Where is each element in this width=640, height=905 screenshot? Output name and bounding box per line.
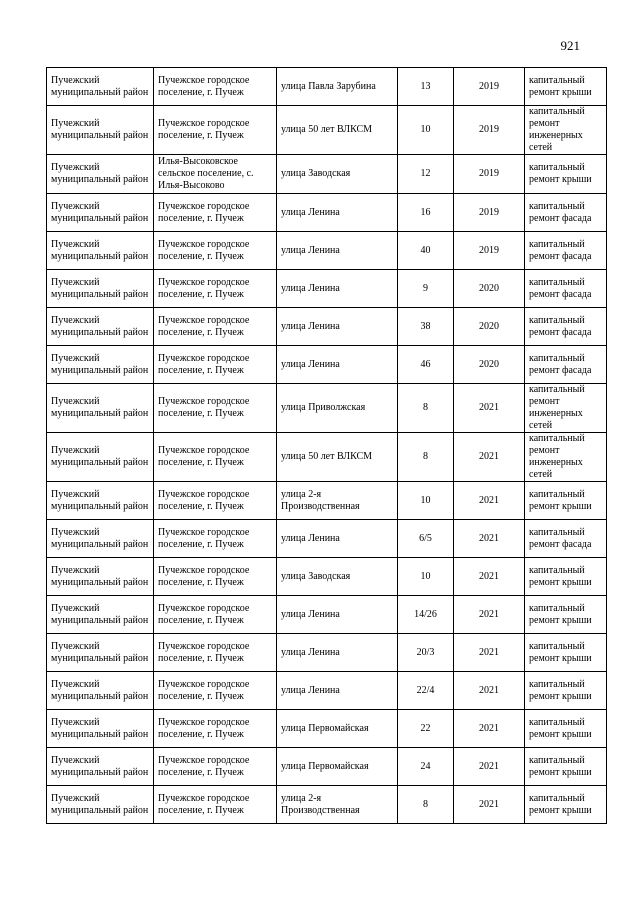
- work-type-cell: капитальный ремонт крыши: [525, 710, 607, 748]
- settlement-cell: Пучежское городское поселение, г. Пучеж: [154, 520, 277, 558]
- district-cell: Пучежский муниципальный район: [47, 384, 154, 433]
- street-cell: улица Заводская: [277, 155, 398, 194]
- house-number-cell: 9: [398, 270, 454, 308]
- year-cell: 2021: [454, 433, 525, 482]
- work-type-cell: капитальный ремонт крыши: [525, 634, 607, 672]
- year-cell: 2021: [454, 748, 525, 786]
- table-row: [47, 194, 607, 232]
- table-row: [47, 596, 607, 634]
- settlement-cell: Пучежское городское поселение, г. Пучеж: [154, 308, 277, 346]
- work-type-cell: капитальный ремонт инженерных сетей: [525, 106, 607, 155]
- house-number-cell: 12: [398, 155, 454, 194]
- district-cell: Пучежский муниципальный район: [47, 346, 154, 384]
- table-row: [47, 748, 607, 786]
- house-number-cell: 22/4: [398, 672, 454, 710]
- house-number-cell: 40: [398, 232, 454, 270]
- work-type-cell: капитальный ремонт крыши: [525, 155, 607, 194]
- table-row: [47, 155, 607, 194]
- work-type-cell: капитальный ремонт крыши: [525, 68, 607, 106]
- table-row: [47, 106, 607, 155]
- street-cell: улица Ленина: [277, 232, 398, 270]
- settlement-cell: Пучежское городское поселение, г. Пучеж: [154, 596, 277, 634]
- table-row: [47, 710, 607, 748]
- district-cell: Пучежский муниципальный район: [47, 270, 154, 308]
- work-type-cell: капитальный ремонт фасада: [525, 520, 607, 558]
- street-cell: улица 50 лет ВЛКСМ: [277, 433, 398, 482]
- settlement-cell: Пучежское городское поселение, г. Пучеж: [154, 786, 277, 824]
- district-cell: Пучежский муниципальный район: [47, 634, 154, 672]
- settlement-cell: Илья-Высоковское сельское поселение, с. Илья-Высоково: [154, 155, 277, 194]
- work-type-cell: капитальный ремонт фасада: [525, 232, 607, 270]
- table-row: [47, 346, 607, 384]
- work-type-cell: капитальный ремонт инженерных сетей: [525, 433, 607, 482]
- house-number-cell: 38: [398, 308, 454, 346]
- table-row: [47, 786, 607, 824]
- registry-table-body: [47, 68, 607, 824]
- work-type-cell: капитальный ремонт крыши: [525, 482, 607, 520]
- registry-table: [46, 67, 607, 824]
- settlement-cell: Пучежское городское поселение, г. Пучеж: [154, 384, 277, 433]
- year-cell: 2020: [454, 270, 525, 308]
- year-cell: 2021: [454, 520, 525, 558]
- table-row: [47, 482, 607, 520]
- year-cell: 2021: [454, 634, 525, 672]
- house-number-cell: 8: [398, 384, 454, 433]
- house-number-cell: 10: [398, 106, 454, 155]
- work-type-cell: капитальный ремонт крыши: [525, 596, 607, 634]
- table-row: [47, 308, 607, 346]
- table-row: [47, 672, 607, 710]
- table-row: [47, 384, 607, 433]
- house-number-cell: 8: [398, 433, 454, 482]
- settlement-cell: Пучежское городское поселение, г. Пучеж: [154, 558, 277, 596]
- house-number-cell: 14/26: [398, 596, 454, 634]
- house-number-cell: 6/5: [398, 520, 454, 558]
- street-cell: улица Первомайская: [277, 748, 398, 786]
- street-cell: улица Ленина: [277, 194, 398, 232]
- settlement-cell: Пучежское городское поселение, г. Пучеж: [154, 634, 277, 672]
- street-cell: улица Приволжская: [277, 384, 398, 433]
- district-cell: Пучежский муниципальный район: [47, 155, 154, 194]
- year-cell: 2021: [454, 710, 525, 748]
- house-number-cell: 16: [398, 194, 454, 232]
- house-number-cell: 13: [398, 68, 454, 106]
- house-number-cell: 8: [398, 786, 454, 824]
- settlement-cell: Пучежское городское поселение, г. Пучеж: [154, 672, 277, 710]
- table-row: [47, 232, 607, 270]
- street-cell: улица Ленина: [277, 308, 398, 346]
- district-cell: Пучежский муниципальный район: [47, 308, 154, 346]
- table-row: [47, 520, 607, 558]
- year-cell: 2019: [454, 232, 525, 270]
- district-cell: Пучежский муниципальный район: [47, 106, 154, 155]
- table-row: [47, 270, 607, 308]
- work-type-cell: капитальный ремонт фасада: [525, 270, 607, 308]
- work-type-cell: капитальный ремонт крыши: [525, 786, 607, 824]
- street-cell: улица 50 лет ВЛКСМ: [277, 106, 398, 155]
- district-cell: Пучежский муниципальный район: [47, 710, 154, 748]
- work-type-cell: капитальный ремонт фасада: [525, 346, 607, 384]
- street-cell: улица Ленина: [277, 672, 398, 710]
- settlement-cell: Пучежское городское поселение, г. Пучеж: [154, 270, 277, 308]
- house-number-cell: 22: [398, 710, 454, 748]
- house-number-cell: 10: [398, 482, 454, 520]
- settlement-cell: Пучежское городское поселение, г. Пучеж: [154, 232, 277, 270]
- settlement-cell: Пучежское городское поселение, г. Пучеж: [154, 194, 277, 232]
- year-cell: 2019: [454, 194, 525, 232]
- district-cell: Пучежский муниципальный район: [47, 748, 154, 786]
- street-cell: улица 2-я Производственная: [277, 482, 398, 520]
- street-cell: улица Заводская: [277, 558, 398, 596]
- street-cell: улица Павла Зарубина: [277, 68, 398, 106]
- work-type-cell: капитальный ремонт инженерных сетей: [525, 384, 607, 433]
- page-number: 921: [560, 38, 580, 53]
- work-type-cell: капитальный ремонт крыши: [525, 672, 607, 710]
- year-cell: 2021: [454, 558, 525, 596]
- work-type-cell: капитальный ремонт крыши: [525, 748, 607, 786]
- work-type-cell: капитальный ремонт фасада: [525, 308, 607, 346]
- house-number-cell: 46: [398, 346, 454, 384]
- district-cell: Пучежский муниципальный район: [47, 520, 154, 558]
- district-cell: Пучежский муниципальный район: [47, 482, 154, 520]
- district-cell: Пучежский муниципальный район: [47, 68, 154, 106]
- settlement-cell: Пучежское городское поселение, г. Пучеж: [154, 710, 277, 748]
- work-type-cell: капитальный ремонт фасада: [525, 194, 607, 232]
- settlement-cell: Пучежское городское поселение, г. Пучеж: [154, 68, 277, 106]
- year-cell: 2020: [454, 346, 525, 384]
- street-cell: улица Ленина: [277, 346, 398, 384]
- settlement-cell: Пучежское городское поселение, г. Пучеж: [154, 482, 277, 520]
- settlement-cell: Пучежское городское поселение, г. Пучеж: [154, 748, 277, 786]
- district-cell: Пучежский муниципальный район: [47, 672, 154, 710]
- year-cell: 2021: [454, 786, 525, 824]
- settlement-cell: Пучежское городское поселение, г. Пучеж: [154, 106, 277, 155]
- district-cell: Пучежский муниципальный район: [47, 194, 154, 232]
- house-number-cell: 20/3: [398, 634, 454, 672]
- street-cell: улица Ленина: [277, 634, 398, 672]
- district-cell: Пучежский муниципальный район: [47, 596, 154, 634]
- district-cell: Пучежский муниципальный район: [47, 433, 154, 482]
- year-cell: 2020: [454, 308, 525, 346]
- year-cell: 2019: [454, 106, 525, 155]
- house-number-cell: 24: [398, 748, 454, 786]
- street-cell: улица Ленина: [277, 270, 398, 308]
- street-cell: улица Ленина: [277, 596, 398, 634]
- table-row: [47, 558, 607, 596]
- district-cell: Пучежский муниципальный район: [47, 786, 154, 824]
- year-cell: 2021: [454, 384, 525, 433]
- table-row: [47, 433, 607, 482]
- table-row: [47, 68, 607, 106]
- year-cell: 2021: [454, 672, 525, 710]
- year-cell: 2021: [454, 482, 525, 520]
- settlement-cell: Пучежское городское поселение, г. Пучеж: [154, 433, 277, 482]
- street-cell: улица Первомайская: [277, 710, 398, 748]
- settlement-cell: Пучежское городское поселение, г. Пучеж: [154, 346, 277, 384]
- table-row: [47, 634, 607, 672]
- year-cell: 2019: [454, 68, 525, 106]
- street-cell: улица Ленина: [277, 520, 398, 558]
- street-cell: улица 2-я Производственная: [277, 786, 398, 824]
- house-number-cell: 10: [398, 558, 454, 596]
- district-cell: Пучежский муниципальный район: [47, 232, 154, 270]
- year-cell: 2021: [454, 596, 525, 634]
- work-type-cell: капитальный ремонт крыши: [525, 558, 607, 596]
- district-cell: Пучежский муниципальный район: [47, 558, 154, 596]
- year-cell: 2019: [454, 155, 525, 194]
